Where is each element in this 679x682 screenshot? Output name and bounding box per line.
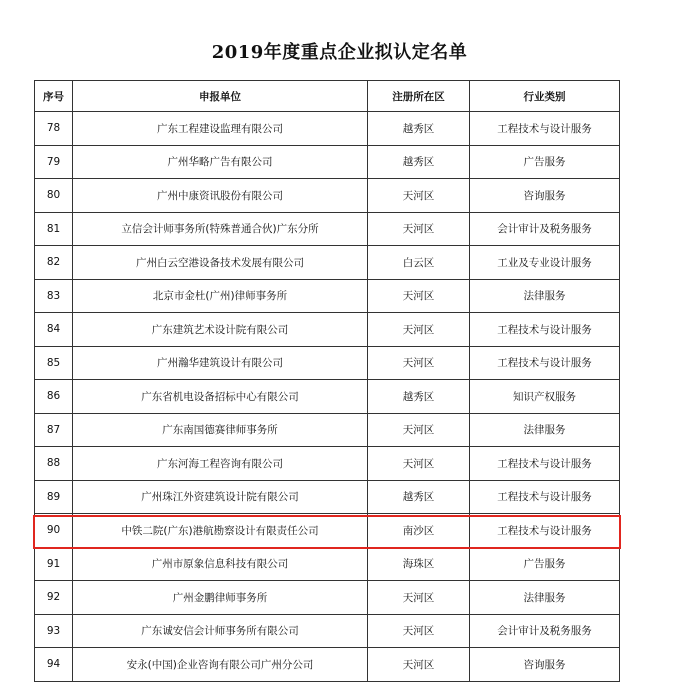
- cell-district: 越秀区: [368, 380, 470, 414]
- cell-serial-number: 88: [35, 447, 73, 481]
- table-row: [35, 346, 620, 380]
- cell-district: 天河区: [368, 447, 470, 481]
- cell-serial-number: 87: [35, 413, 73, 447]
- table-row: [35, 145, 620, 179]
- cell-industry: 工业及专业设计服务: [470, 246, 620, 280]
- cell-applicant-unit: 广州华略广告有限公司: [73, 145, 368, 179]
- cell-industry: 法律服务: [470, 279, 620, 313]
- cell-industry: 工程技术与设计服务: [470, 447, 620, 481]
- header-industry-category: 行业类别: [470, 81, 620, 112]
- table-row-highlighted: [35, 514, 620, 548]
- cell-district: 天河区: [368, 648, 470, 682]
- cell-serial-number: 80: [35, 179, 73, 213]
- cell-district: 越秀区: [368, 480, 470, 514]
- table-row: [35, 179, 620, 213]
- cell-industry: 工程技术与设计服务: [470, 313, 620, 347]
- cell-applicant-unit: 广州市原象信息科技有限公司: [73, 547, 368, 581]
- cell-district: 白云区: [368, 246, 470, 280]
- cell-industry: 会计审计及税务服务: [470, 614, 620, 648]
- table-row: [35, 413, 620, 447]
- cell-applicant-unit: 广州中康资讯股份有限公司: [73, 179, 368, 213]
- cell-applicant-unit: 广东工程建设监理有限公司: [73, 112, 368, 146]
- table-row: [35, 246, 620, 280]
- cell-serial-number: 85: [35, 346, 73, 380]
- cell-applicant-unit: 立信会计师事务所(特殊普通合伙)广东分所: [73, 212, 368, 246]
- cell-serial-number: 94: [35, 648, 73, 682]
- cell-serial-number: 84: [35, 313, 73, 347]
- cell-serial-number: 93: [35, 614, 73, 648]
- table-row: [35, 279, 620, 313]
- cell-industry: 会计审计及税务服务: [470, 212, 620, 246]
- table-row: [35, 212, 620, 246]
- cell-serial-number: 81: [35, 212, 73, 246]
- cell-industry: 法律服务: [470, 413, 620, 447]
- cell-industry: 工程技术与设计服务: [470, 514, 620, 548]
- cell-industry: 广告服务: [470, 145, 620, 179]
- cell-district: 天河区: [368, 581, 470, 615]
- cell-serial-number: 90: [35, 514, 73, 548]
- cell-district: 天河区: [368, 614, 470, 648]
- table-header-row: [35, 81, 620, 112]
- table-row: [35, 313, 620, 347]
- cell-applicant-unit: 广州瀚华建筑设计有限公司: [73, 346, 368, 380]
- cell-applicant-unit: 广州金鹏律师事务所: [73, 581, 368, 615]
- cell-applicant-unit: 广东河海工程咨询有限公司: [73, 447, 368, 481]
- cell-serial-number: 92: [35, 581, 73, 615]
- table-row: [35, 614, 620, 648]
- cell-serial-number: 83: [35, 279, 73, 313]
- cell-applicant-unit: 北京市金杜(广州)律师事务所: [73, 279, 368, 313]
- cell-district: 越秀区: [368, 145, 470, 179]
- cell-district: 海珠区: [368, 547, 470, 581]
- header-serial-number: 序号: [35, 81, 73, 112]
- cell-applicant-unit: 安永(中国)企业咨询有限公司广州分公司: [73, 648, 368, 682]
- table-row: [35, 547, 620, 581]
- table-row: [35, 648, 620, 682]
- cell-applicant-unit: 广东省机电设备招标中心有限公司: [73, 380, 368, 414]
- table-row: [35, 380, 620, 414]
- cell-district: 天河区: [368, 179, 470, 213]
- cell-district: 越秀区: [368, 112, 470, 146]
- document-title: 2019年度重点企业拟认定名单: [211, 42, 468, 63]
- cell-industry: 法律服务: [470, 581, 620, 615]
- cell-industry: 知识产权服务: [470, 380, 620, 414]
- cell-serial-number: 89: [35, 480, 73, 514]
- enterprise-table: [34, 80, 620, 682]
- cell-industry: 广告服务: [470, 547, 620, 581]
- table-row: [35, 480, 620, 514]
- cell-applicant-unit: 中铁二院(广东)港航勘察设计有限责任公司: [73, 514, 368, 548]
- cell-serial-number: 82: [35, 246, 73, 280]
- cell-district: 天河区: [368, 346, 470, 380]
- cell-applicant-unit: 广东南国德赛律师事务所: [73, 413, 368, 447]
- cell-industry: 工程技术与设计服务: [470, 346, 620, 380]
- cell-serial-number: 91: [35, 547, 73, 581]
- cell-industry: 咨询服务: [470, 179, 620, 213]
- cell-serial-number: 79: [35, 145, 73, 179]
- table-row: [35, 112, 620, 146]
- header-applicant-unit: 申报单位: [73, 81, 368, 112]
- cell-district: 天河区: [368, 279, 470, 313]
- cell-applicant-unit: 广东诚安信会计师事务所有限公司: [73, 614, 368, 648]
- table-row: [35, 581, 620, 615]
- header-registered-district: 注册所在区: [368, 81, 470, 112]
- cell-district: 天河区: [368, 313, 470, 347]
- table-row: [35, 447, 620, 481]
- cell-applicant-unit: 广州白云空港设备技术发展有限公司: [73, 246, 368, 280]
- cell-district: 南沙区: [368, 514, 470, 548]
- cell-district: 天河区: [368, 212, 470, 246]
- cell-district: 天河区: [368, 413, 470, 447]
- cell-industry: 工程技术与设计服务: [470, 112, 620, 146]
- cell-applicant-unit: 广东建筑艺术设计院有限公司: [73, 313, 368, 347]
- cell-industry: 咨询服务: [470, 648, 620, 682]
- cell-serial-number: 78: [35, 112, 73, 146]
- cell-applicant-unit: 广州珠江外资建筑设计院有限公司: [73, 480, 368, 514]
- cell-serial-number: 86: [35, 380, 73, 414]
- cell-industry: 工程技术与设计服务: [470, 480, 620, 514]
